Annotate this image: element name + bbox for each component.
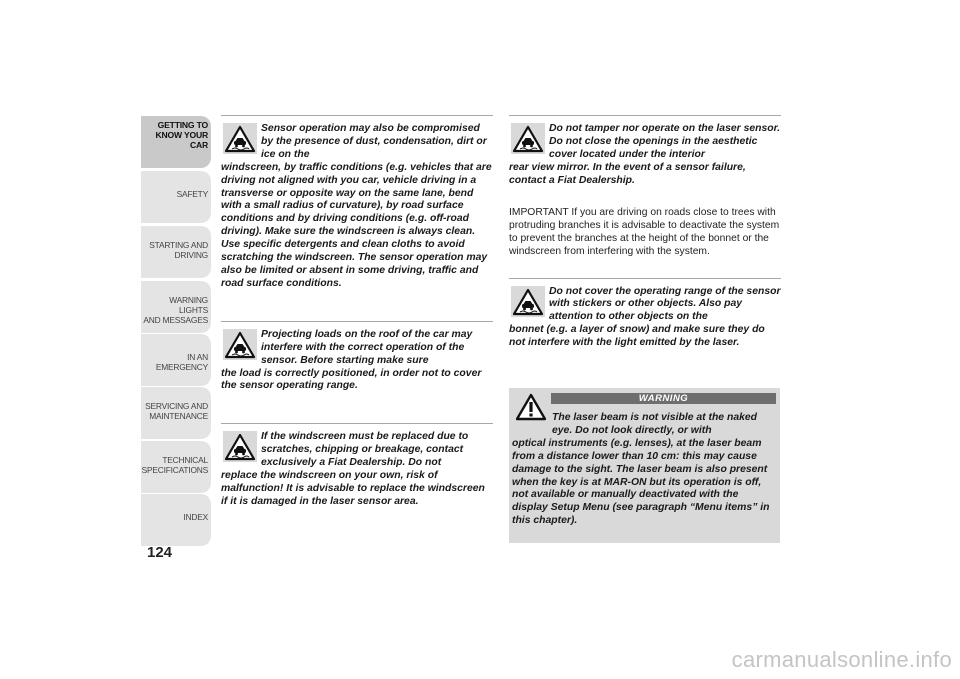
note-text: If the windscreen must be replaced due to scratches, chipping or breakage, contact exclusively a Fiat Dealership. Do not replace the windscreen on your own, risk of malfunction! It is advisable to replace the windscreen if it is damaged in the laser sensor area. bbox=[221, 431, 485, 507]
right-column bbox=[509, 115, 781, 350]
tab-label: SPECIFICATIONS bbox=[141, 465, 208, 475]
car-skid-icon bbox=[223, 123, 257, 154]
tab-label: GETTING TO bbox=[157, 120, 208, 130]
tab-label: SAFETY bbox=[176, 189, 208, 199]
car-skid-icon bbox=[511, 286, 545, 317]
car-skid-icon bbox=[223, 431, 257, 462]
tab-label: AND MESSAGES bbox=[143, 315, 208, 325]
tab-label: KNOW YOUR CAR bbox=[155, 130, 208, 150]
note-text: Projecting loads on the roof of the car may interfere with the correct operation of the sensor. Before starting make sure the load is correctly positioned, in order not to cover the sensor operating range. bbox=[221, 328, 482, 392]
tab-index[interactable] bbox=[141, 494, 211, 546]
warning-text: The laser beam is not visible at the naked eye. Do not look directly, or with optical instruments (e.g. lenses), at the laser beam from a distance lower than 10 cm: this may cause damage to the sight. The laser beam is also present when the key is at MAR-ON but its operation is off, not available or manually deactivated with the display Setup Menu (see paragraph “Menu items” in this chapter). bbox=[512, 412, 770, 527]
car-skid-icon bbox=[223, 329, 257, 360]
tab-label: WARNING LIGHTS bbox=[169, 295, 208, 315]
tab-starting-and-driving[interactable] bbox=[141, 226, 211, 278]
tab-servicing-and-maintenance[interactable] bbox=[141, 387, 211, 439]
watermark: carmanualsonline.info bbox=[731, 647, 952, 672]
note-text: Sensor operation may also be compromised by the presence of dust, condensation, dirt or ice on the windscreen, by traffic conditions (e.g. vehicles that are driving not aligned with you car, vehicle driving in a transverse or opposite way on the same lane, bend with a small radius of curvature), by road surface conditions and by driving conditions (e.g. off-road driving). Make sure the windscreen is always clean. Use specific detergents and clean cloths to avoid scratching the windscreen. The sensor operation may also be limited or absent in some driving, traffic and road surface conditions. bbox=[221, 123, 492, 289]
tab-label: SERVICING AND bbox=[145, 401, 208, 411]
note-text: Do not cover the operating range of the sensor with stickers or other objects. Also pay attention to other objects on the bonnet (e.g. a layer of snow) and make sure they do not interfere with the light emitted by the laser. bbox=[509, 285, 781, 349]
tab-label: MAINTENANCE bbox=[149, 411, 208, 421]
warning-box bbox=[509, 388, 780, 543]
tab-label: TECHNICAL bbox=[162, 455, 208, 465]
tab-label: IN AN EMERGENCY bbox=[155, 352, 208, 372]
tab-technical-specifications[interactable] bbox=[141, 441, 211, 493]
tab-safety[interactable] bbox=[141, 171, 211, 223]
caution-note bbox=[221, 423, 493, 508]
car-skid-icon bbox=[511, 123, 545, 154]
tab-label: STARTING AND bbox=[149, 240, 208, 250]
tab-in-an-emergency[interactable] bbox=[141, 334, 211, 386]
important-paragraph: IMPORTANT If you are driving on roads close to trees with protruding branches it is advisable to deactivate the system to prevent the branches at the height of the bonnet or the windscreen from interfering with the system. bbox=[509, 206, 780, 257]
caution-note bbox=[221, 115, 493, 291]
warning-title: WARNING bbox=[551, 393, 776, 404]
tab-label: INDEX bbox=[183, 512, 208, 522]
caution-note bbox=[221, 321, 493, 394]
caution-note bbox=[509, 278, 781, 351]
note-text: Do not tamper nor operate on the laser sensor. Do not close the openings in the aesthetic cover located under the interior rear view mirror. In the event of a sensor failure, contact a Fiat Dealership. bbox=[509, 123, 780, 186]
page-number: 124 bbox=[147, 544, 173, 561]
left-column bbox=[221, 115, 493, 509]
tab-getting-to-know-your-car[interactable] bbox=[141, 116, 211, 168]
caution-note bbox=[509, 115, 781, 188]
tab-warning-lights-and-messages[interactable] bbox=[141, 281, 211, 333]
tab-label: DRIVING bbox=[174, 250, 208, 260]
